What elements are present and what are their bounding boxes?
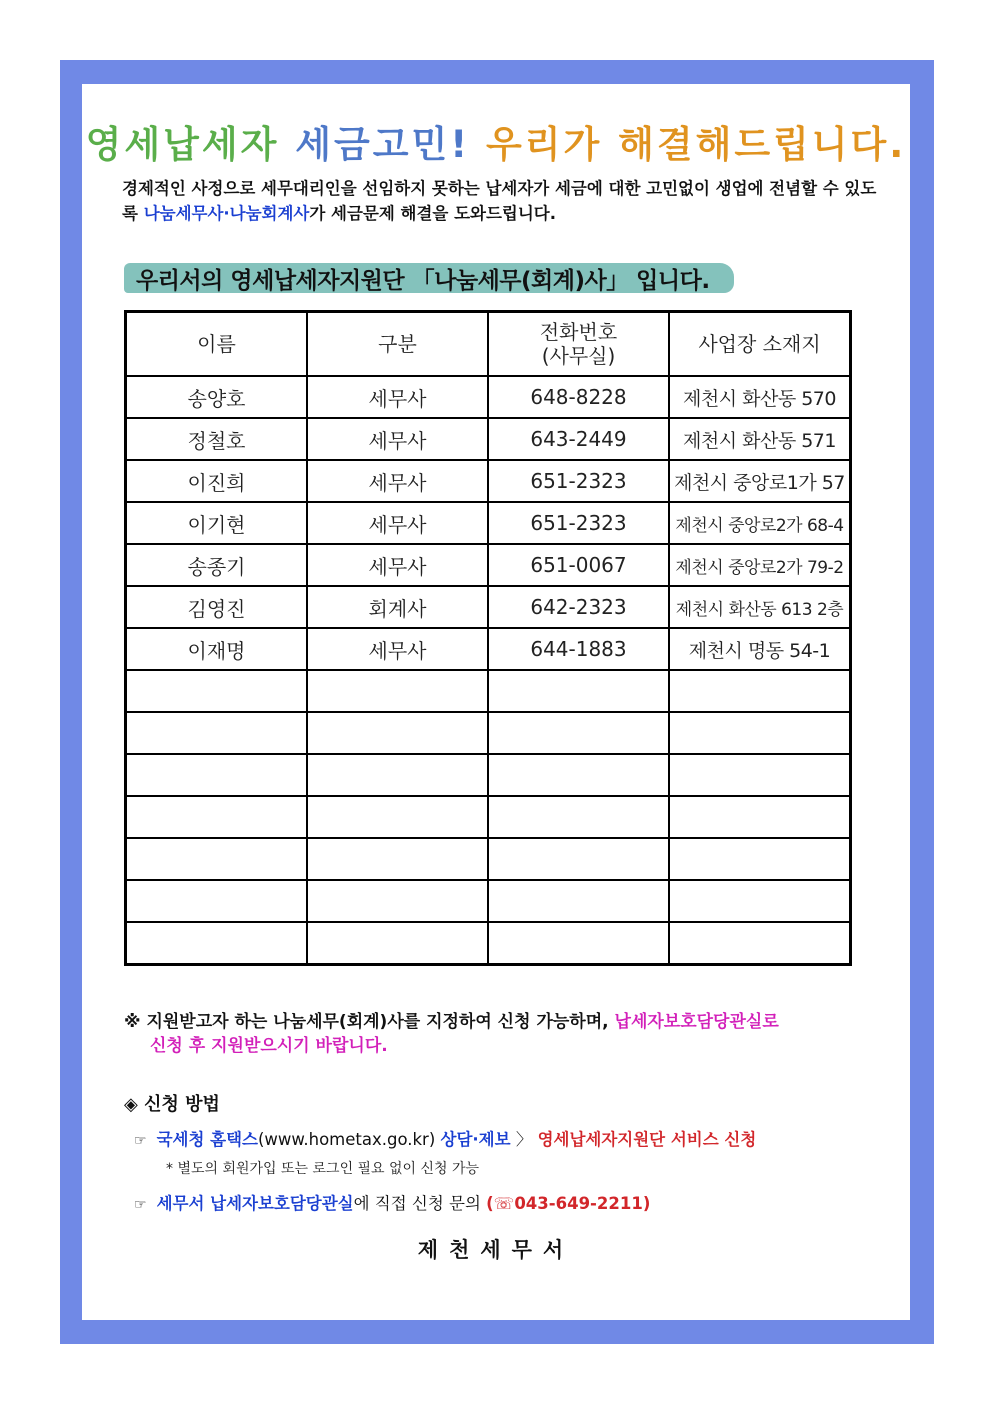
table-row [126,544,850,586]
service-apply: 영세납세자지원단 서비스 신청 [537,1130,757,1149]
cell-type: 세무사 [307,460,488,502]
header-phone-line-2: (사무실) [541,344,616,368]
tax-office-name: 제천세무서 [417,1238,575,1262]
table-row-empty [126,922,850,964]
empty-cell [488,712,669,754]
cell-name: 이재명 [126,628,307,670]
method-heading: ◈ 신청 방법 [124,1094,220,1115]
title-part-2: 세금고민! [295,123,471,166]
table-row-empty [126,754,850,796]
method-hometax-line [134,1126,756,1150]
cell-name: 송양호 [126,376,307,418]
table-row-empty [126,670,850,712]
menu-consult: 상담·제보 [440,1130,511,1149]
empty-cell [488,922,669,964]
empty-cell [669,670,850,712]
empty-cell [126,880,307,922]
table-header-row [126,312,850,376]
cell-phone: 651-2323 [488,460,669,502]
cell-address: 제천시 중앙로2가 68-4 [669,502,850,544]
empty-cell [126,754,307,796]
empty-cell [307,922,488,964]
note-mark: ※ [124,1012,141,1032]
intro-text-1: 경제적인 사정으로 세무대리인을 선임하지 못하는 납세자가 세금에 대한 고민없이 생업에 전념할 수 있도록 [122,179,877,223]
cell-type: 세무사 [307,544,488,586]
method-sub-note: * 별도의 회원가입 또는 로그인 필요 없이 신청 가능 [166,1161,480,1177]
header-phone [488,312,669,376]
empty-cell [488,796,669,838]
cell-phone: 644-1883 [488,628,669,670]
header-phone-line-1: 전화번호 [539,320,618,344]
intro-text-2: 가 세금문제 해결을 도와드립니다. [309,204,557,223]
empty-cell [126,796,307,838]
empty-cell [488,670,669,712]
cell-name: 송종기 [126,544,307,586]
office-text: 에 직접 신청 문의 [353,1194,487,1213]
note-line-1 [124,1010,884,1034]
cell-address: 제천시 화산동 613 2층 [669,586,850,628]
cell-phone: 648-8228 [488,376,669,418]
note-text-2: 신청 후 지원받으시기 바랍니다. [150,1036,388,1056]
volunteer-table [124,310,852,966]
cell-address: 제천시 중앙로2가 79-2 [669,544,850,586]
office-phone: (☏043-649-2211) [486,1194,651,1213]
hometax-url: (www.hometax.go.kr) [257,1130,436,1149]
header-type: 구분 [307,312,488,376]
table-row-empty [126,838,850,880]
table-row-empty [126,796,850,838]
chevron-right-icon: 〉 [515,1130,533,1149]
hometax-link[interactable]: 국세청 홈택스 [156,1130,258,1149]
cell-address: 제천시 화산동 571 [669,418,850,460]
table-row [126,460,850,502]
taxpayer-office: 세무서 납세자보호담당관실 [156,1194,354,1213]
empty-cell [307,880,488,922]
empty-cell [669,838,850,880]
empty-cell [307,670,488,712]
cell-type: 세무사 [307,628,488,670]
table-row [126,586,850,628]
note-highlight: 납세자보호담당관실로 [614,1012,779,1032]
cell-type: 회계사 [307,586,488,628]
empty-cell [307,796,488,838]
empty-cell [307,754,488,796]
header-address: 사업장 소재지 [669,312,850,376]
empty-cell [669,754,850,796]
cell-type: 세무사 [307,418,488,460]
cell-name: 이진희 [126,460,307,502]
method-office-line [134,1190,650,1214]
section-banner [124,260,744,296]
title-part-3: 우리가 해결해드립니다. [485,123,907,166]
title-part-1: 영세납세자 [85,123,280,166]
empty-cell [307,838,488,880]
empty-cell [126,712,307,754]
cell-address: 제천시 명동 54-1 [669,628,850,670]
table-row-empty [126,712,850,754]
cell-name: 정철호 [126,418,307,460]
cell-phone: 642-2323 [488,586,669,628]
empty-cell [126,922,307,964]
cell-address: 제천시 중앙로1가 57 [669,460,850,502]
empty-cell [669,922,850,964]
cell-address: 제천시 화산동 570 [669,376,850,418]
empty-cell [307,712,488,754]
application-note [124,1010,884,1058]
intro-paragraph [122,176,878,226]
table-row [126,502,850,544]
hand-pointer-icon: ☞ [134,1197,147,1213]
table-row [126,628,850,670]
table-row [126,376,850,418]
table-row [126,418,850,460]
cell-type: 세무사 [307,376,488,418]
cell-phone: 643-2449 [488,418,669,460]
intro-highlight: 나눔세무사·나눔회계사 [143,204,310,223]
cell-name: 김영진 [126,586,307,628]
empty-cell [488,880,669,922]
note-text-1: 지원받고자 하는 나눔세무(회계)사를 지정하여 신청 가능하며, [146,1012,615,1032]
cell-name: 이기현 [126,502,307,544]
table-row-empty [126,880,850,922]
header-name: 이름 [126,312,307,376]
page-title [0,114,992,168]
cell-phone: 651-0067 [488,544,669,586]
empty-cell [488,838,669,880]
empty-cell [488,754,669,796]
cell-type: 세무사 [307,502,488,544]
empty-cell [669,880,850,922]
hand-pointer-icon: ☞ [134,1133,147,1149]
empty-cell [669,712,850,754]
cell-phone: 651-2323 [488,502,669,544]
empty-cell [669,796,850,838]
empty-cell [126,838,307,880]
empty-cell [126,670,307,712]
banner-text: 우리서의 영세납세자지원단 「나눔세무(회계)사」 입니다. [136,268,710,294]
